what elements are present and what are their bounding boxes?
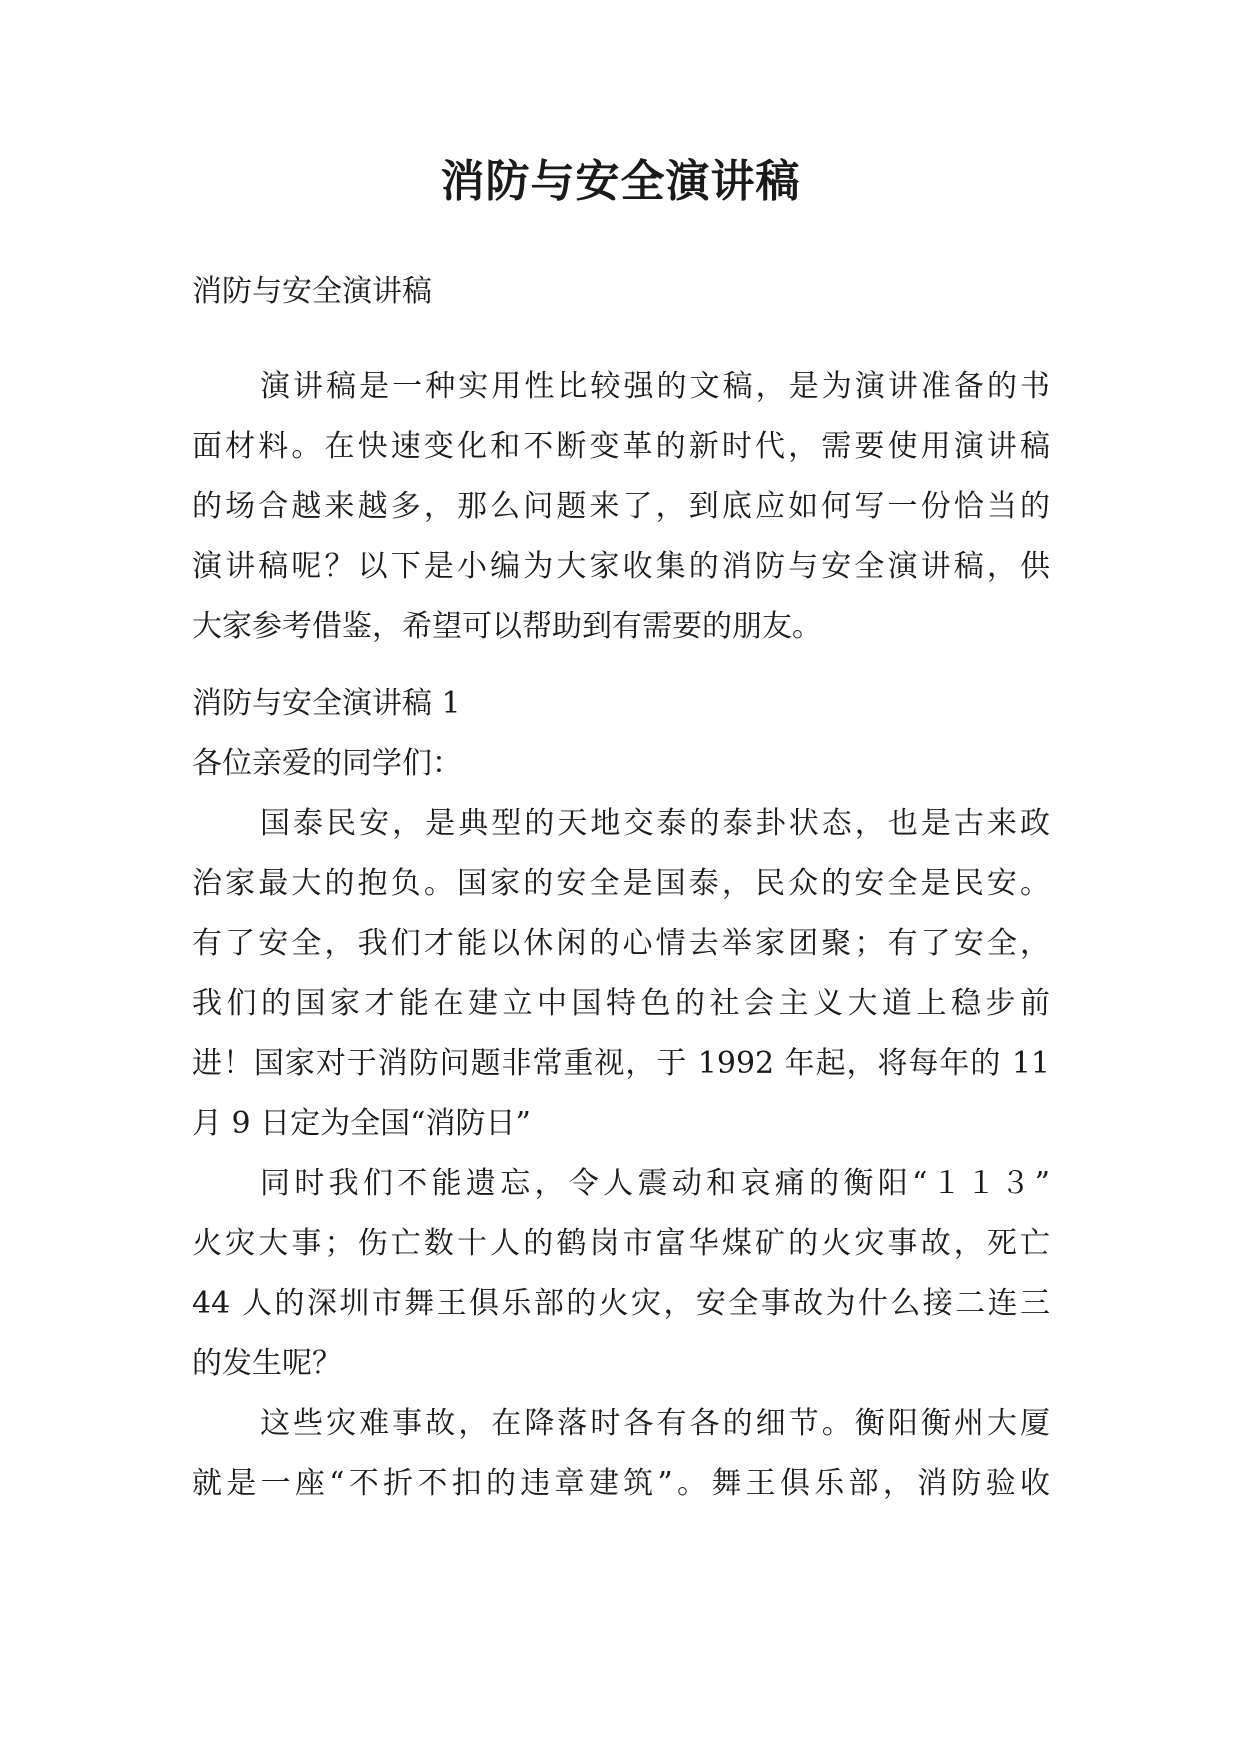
paragraph-line: 国泰民安，是典型的天地交泰的泰卦状态，也是古来政	[260, 806, 1050, 841]
paragraph-line: 火灾大事；伤亡数十人的鹤岗市富华煤矿的火灾事故，死亡	[192, 1226, 1050, 1261]
document-subtitle-block	[192, 262, 1050, 322]
paragraph-line: 有了安全，我们才能以休闲的心情去举家团聚；有了安全，	[192, 926, 1050, 961]
document-subtitle: 消防与安全演讲稿	[192, 274, 432, 309]
section-1	[192, 674, 1050, 1514]
paragraph-line: 的发生呢？	[192, 1346, 342, 1381]
intro-line: 演讲稿是一种实用性比较强的文稿，是为演讲准备的书	[260, 369, 1050, 404]
paragraph-line: 治家最大的抱负。国家的安全是国泰，民众的安全是民安。	[192, 866, 1050, 901]
paragraph-line: 同时我们不能遗忘，令人震动和哀痛的衡阳“１１３”	[260, 1166, 1050, 1201]
section-heading: 消防与安全演讲稿 1	[192, 686, 461, 721]
paragraph-2	[192, 1154, 1050, 1394]
paragraph-3	[192, 1394, 1050, 1514]
intro-line: 的场合越来越多，那么问题来了，到底应如何写一份恰当的	[192, 489, 1050, 524]
paragraph-1	[192, 794, 1050, 1154]
paragraph-line: 月 9 日定为全国“消防日”	[192, 1106, 531, 1141]
document-title: 消防与安全演讲稿	[440, 156, 801, 207]
paragraph-line: 这些灾难事故，在降落时各有各的细节。衡阳衡州大厦	[260, 1406, 1050, 1441]
intro-line: 演讲稿呢？以下是小编为大家收集的消防与安全演讲稿，供	[192, 549, 1050, 584]
paragraph-line: 就是一座“不折不扣的违章建筑”。舞王俱乐部，消防验收	[192, 1466, 1050, 1501]
paragraph-line: 进！国家对于消防问题非常重视，于 1992 年起，将每年的 11	[192, 1046, 1050, 1081]
intro-line: 面材料。在快速变化和不断变革的新时代，需要使用演讲稿	[192, 429, 1050, 464]
paragraph-line: 我们的国家才能在建立中国特色的社会主义大道上稳步前	[192, 986, 1050, 1021]
intro-line: 大家参考借鉴，希望可以帮助到有需要的朋友。	[192, 609, 822, 644]
salutation: 各位亲爱的同学们：	[192, 746, 462, 781]
intro-paragraph	[192, 357, 1050, 657]
paragraph-line: 44 人的深圳市舞王俱乐部的火灾，安全事故为什么接二连三	[192, 1286, 1050, 1321]
